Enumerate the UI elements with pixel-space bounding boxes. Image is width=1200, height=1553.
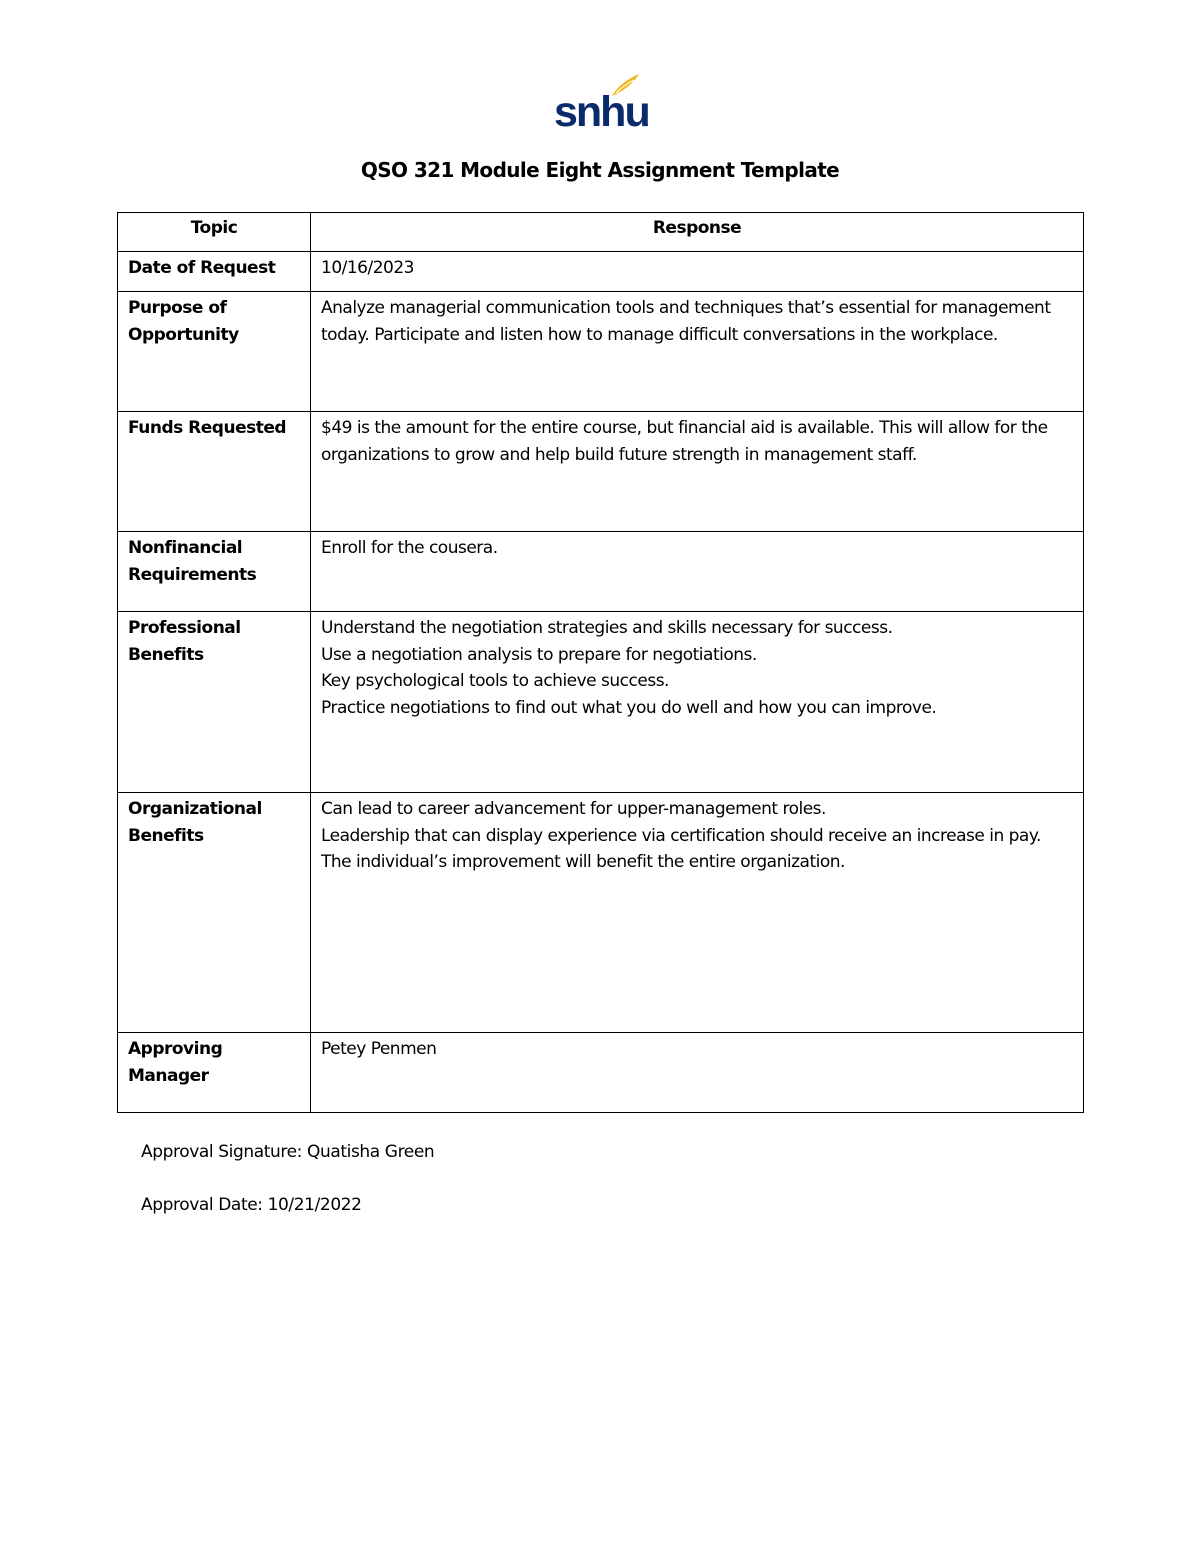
response-cell (311, 252, 1084, 292)
table-row (118, 793, 1084, 1033)
response-text: Key psychological tools to achieve success. (321, 671, 669, 691)
table-row (118, 532, 1084, 612)
response-text: Leadership that can display experience via certification should receive an increase in pay. The individual’s improvement will benefit the entire organization. (321, 825, 1041, 872)
header-topic: Topic (118, 213, 311, 252)
topic-cell: Organizational Benefits (118, 793, 311, 1033)
response-cell (311, 1033, 1084, 1113)
response-cell (311, 532, 1084, 612)
topic-cell: Date of Request (118, 252, 311, 292)
response-text: Analyze managerial communication tools and techniques that’s essential for management today. Participate and listen how to manage difficult conversations in the workplace. (321, 298, 1051, 345)
request-table (117, 212, 1084, 1113)
response-text: 10/16/2023 (321, 258, 414, 278)
page-title: QSO 321 Module Eight Assignment Template (360, 158, 840, 182)
response-text: $49 is the amount for the entire course, but financial aid is available. This will allow for the organizations to grow and help build future strength in management staff. (321, 418, 1048, 465)
topic-cell: Professional Benefits (118, 612, 311, 793)
approval-signature: Approval Signature: Quatisha Green (141, 1142, 435, 1162)
topic-cell: Nonfinancial Requirements (118, 532, 311, 612)
table-row (118, 412, 1084, 532)
logo-wordmark: snhu (554, 88, 649, 136)
response-text: Enroll for the cousera. (321, 538, 498, 558)
table-row (118, 292, 1084, 412)
response-text: Petey Penmen (321, 1039, 437, 1059)
approval-date: Approval Date: 10/21/2022 (141, 1195, 362, 1215)
topic-cell: Purpose of Opportunity (118, 292, 311, 412)
table-row (118, 612, 1084, 793)
table-header-row (118, 213, 1084, 252)
response-text: Can lead to career advancement for upper-management roles. (321, 799, 826, 819)
header-response: Response (311, 213, 1084, 252)
response-cell (311, 292, 1084, 412)
response-text: Use a negotiation analysis to prepare for negotiations. (321, 644, 757, 665)
topic-cell: Funds Requested (118, 412, 311, 532)
response-text: Understand the negotiation strategies and skills necessary for success. (321, 618, 893, 638)
response-text: Practice negotiations to find out what you do well and how you can improve. (321, 697, 937, 718)
table-row (118, 1033, 1084, 1113)
response-cell (311, 793, 1084, 1033)
response-cell (311, 612, 1084, 793)
snhu-logo (554, 72, 649, 136)
table-row (118, 252, 1084, 292)
response-cell (311, 412, 1084, 532)
topic-cell: Approving Manager (118, 1033, 311, 1113)
